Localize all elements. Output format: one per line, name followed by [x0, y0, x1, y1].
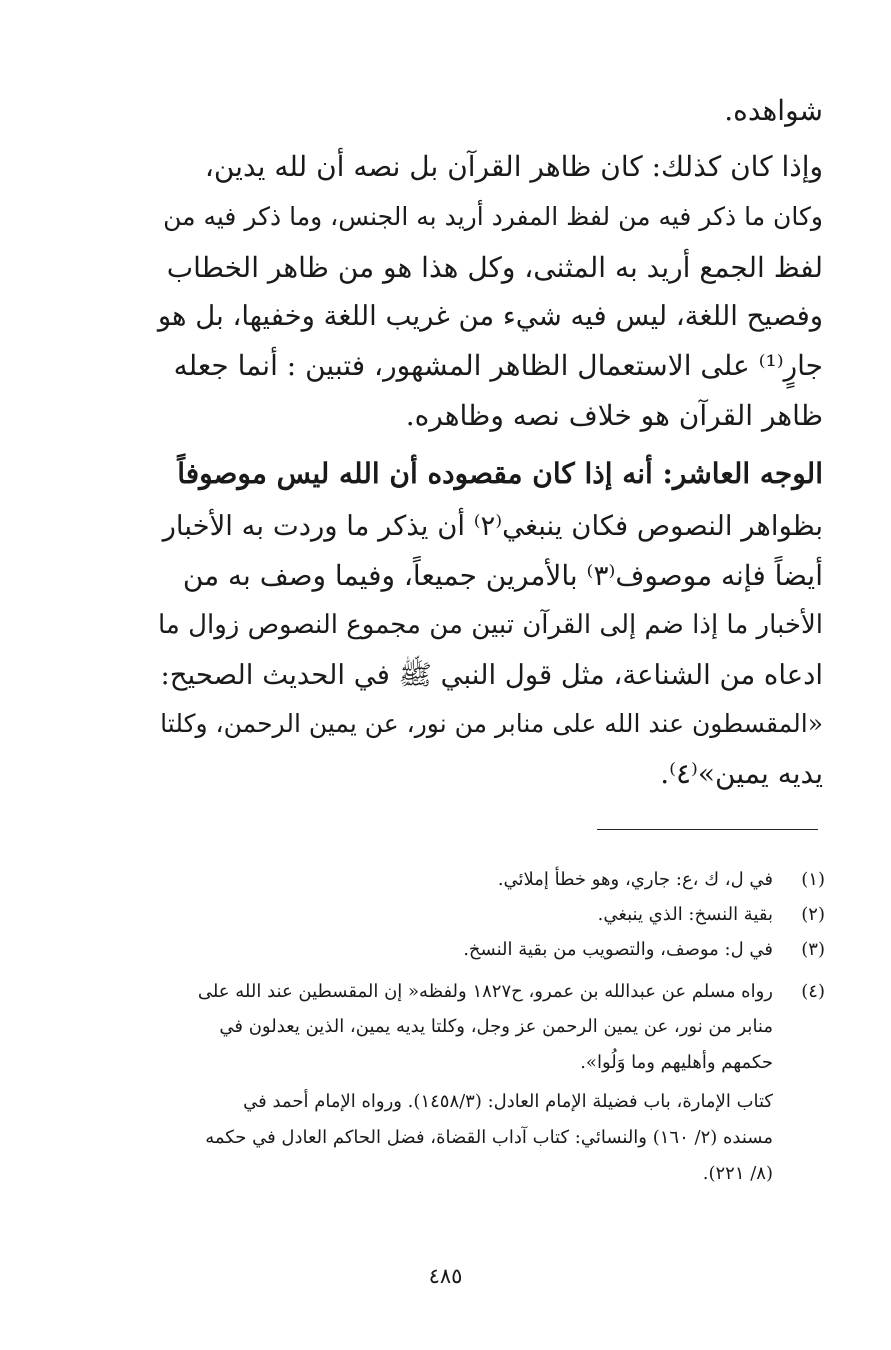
footnote-number: (١) — [801, 869, 825, 890]
footnote-number: (٢) — [801, 904, 825, 925]
hadith-quote-line: يديه يمين»⁽٤⁾. — [660, 757, 823, 790]
body-line: جارٍ⁽¹⁾ على الاستعمال الظاهر المشهور، فتبين : أنما جعله — [173, 349, 823, 382]
body-line: شواهده. — [724, 94, 823, 127]
body-line: الأخبار ما إذا ضم إلى القرآن تبين من مجموع النصوص زوال ما — [158, 610, 823, 640]
footnote-line: حكمهم وأهليهم وما وَلُوا». — [580, 1052, 773, 1073]
body-line: ادعاه من الشناعة، مثل قول النبي ﷺ في الحديث الصحيح: — [160, 659, 823, 691]
body-line: أيضاً فإنه موصوف⁽٣⁾ بالأمرين جميعاً، وفيما وصف به من — [182, 559, 823, 592]
footnote-line: منابر من نور، عن يمين الرحمن عز وجل، وكلتا يديه يمين، الذين يعدلون في — [219, 1016, 773, 1037]
footnote-divider — [597, 829, 818, 830]
body-line: وكان ما ذكر فيه من لفظ المفرد أريد به الجنس، وما ذكر فيه من — [163, 202, 823, 231]
footnote-line: في ل: موصف، والتصويب من بقية النسخ. — [463, 939, 773, 960]
body-line: بظواهر النصوص فكان ينبغي⁽٢⁾ أن يذكر ما وردت به الأخبار — [162, 510, 823, 542]
body-line: لفظ الجمع أريد به المثنى، وكل هذا هو من ظاهر الخطاب — [166, 251, 823, 284]
footnote-line: (٨/ ٢٢١). — [702, 1163, 773, 1184]
footnote-line: رواه مسلم عن عبدالله بن عمرو، ح١٨٢٧ ولفظه« إن المقسطين عند الله على — [197, 981, 773, 1002]
footnote-line: مسنده (٢/ ١٦٠) والنسائي: كتاب آداب القضاة، فضل الحاكم العادل في حكمه — [205, 1127, 773, 1148]
footnote-line: بقية النسخ: الذي ينبغي. — [597, 904, 773, 925]
body-line: ظاهر القرآن هو خلاف نصه وظاهره. — [405, 399, 823, 432]
body-line: وإذا كان كذلك: كان ظاهر القرآن بل نصه أن لله يدين، — [204, 150, 823, 183]
footnote-line: في ل، ك ،ع: جاري، وهو خطأ إملائي. — [497, 869, 773, 890]
hadith-quote-line: «المقسطون عند الله على منابر من نور، عن يمين الرحمن، وكلتا — [160, 709, 823, 738]
footnote-number: (٤) — [801, 981, 825, 1002]
page-number: ٤٨٥ — [428, 1264, 463, 1288]
section-heading-line: الوجه العاشر: أنه إذا كان مقصوده أن الله ليس موصوفاً — [177, 457, 823, 490]
footnote-line: كتاب الإمارة، باب فضيلة الإمام العادل: (١٤٥٨/٣). ورواه الإمام أحمد في — [243, 1091, 773, 1112]
footnote-number: (٣) — [801, 939, 825, 960]
body-line: وفصيح اللغة، ليس فيه شيء من غريب اللغة وخفيها، بل هو — [157, 300, 823, 332]
